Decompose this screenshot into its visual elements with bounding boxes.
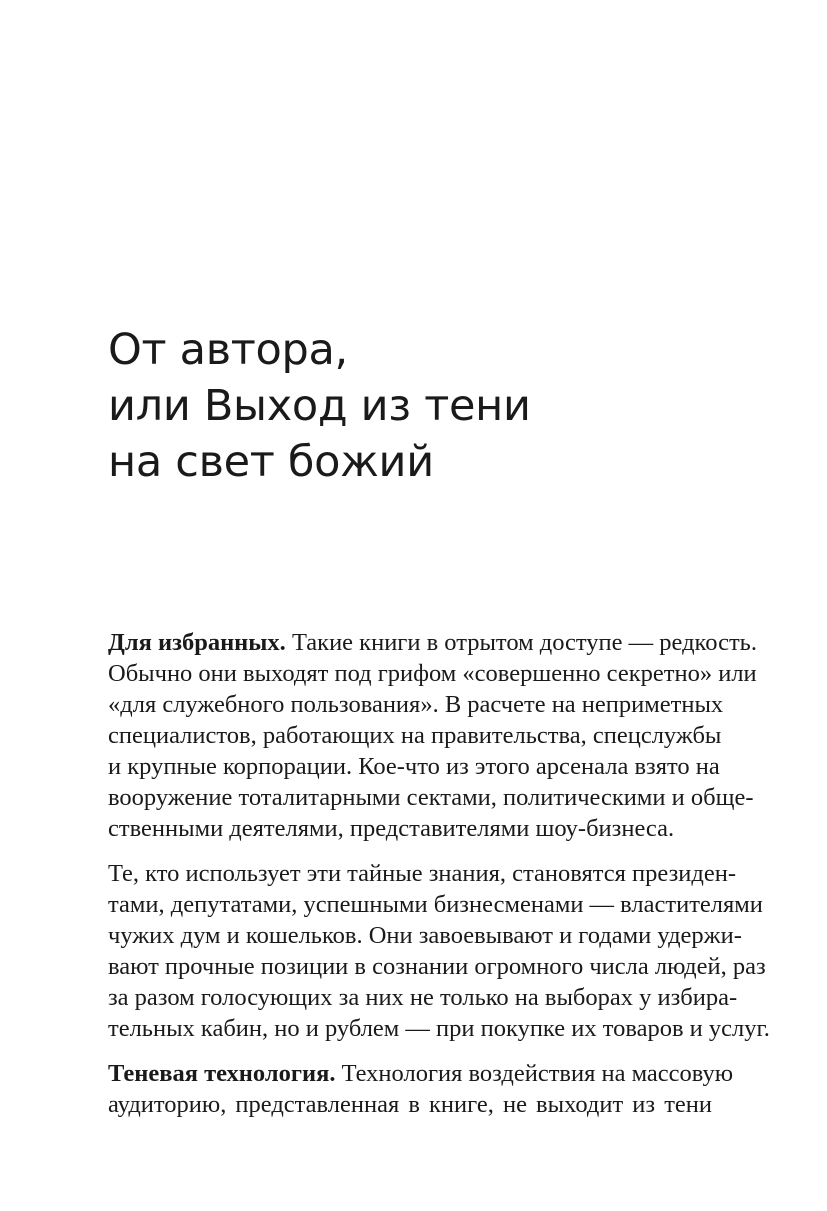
text-line: тами, депутатами, успешными бизнесменами — властителями bbox=[108, 891, 763, 918]
text-line-rest: Такие книги в отрытом доступе — редкость. bbox=[285, 629, 757, 656]
chapter-title-line: или Выход из тени bbox=[108, 381, 531, 431]
text-line bbox=[108, 1058, 734, 1089]
text-line: вооружение тоталитарными сектами, политическими и обще- bbox=[108, 784, 754, 811]
text-line: специалистов, работающих на правительства, спецслужбы bbox=[108, 722, 722, 749]
text-line: чужих дум и кошельков. Они завоевывают и годами удержи- bbox=[108, 922, 742, 949]
text-line bbox=[108, 627, 757, 658]
chapter-title bbox=[108, 322, 531, 490]
paragraph-lead-in: Для избранных. bbox=[108, 629, 286, 656]
text-line: за разом голосующих за них не только на выборах у избира- bbox=[108, 984, 738, 1011]
text-line: ственными деятелями, представителями шоу-бизнеса. bbox=[108, 815, 675, 842]
text-line: тельных кабин, но и рублем — при покупке их товаров и услуг. bbox=[108, 1015, 770, 1042]
paragraph-shadow-technology bbox=[108, 1058, 734, 1120]
chapter-title-line: на свет божий bbox=[108, 437, 434, 487]
paragraph-lead-in: Теневая технология. bbox=[108, 1060, 336, 1087]
text-line: Обычно они выходят под грифом «совершенно секретно» или bbox=[108, 660, 757, 687]
text-line: «для служебного пользования». В расчете на неприметных bbox=[108, 691, 724, 718]
text-line: и крупные корпорации. Кое-что из этого арсенала взято на bbox=[108, 753, 720, 780]
text-line: вают прочные позиции в сознании огромного числа людей, раз bbox=[108, 953, 766, 980]
text-line: аудиторию, представленная в книге, не выходит из тени bbox=[108, 1091, 712, 1118]
paragraph-for-the-chosen bbox=[108, 627, 757, 844]
text-line: Те, кто использует эти тайные знания, становятся президен- bbox=[108, 860, 736, 887]
body-text bbox=[108, 627, 770, 1120]
text-line-rest: Технология воздействия на массовую bbox=[335, 1060, 734, 1087]
paragraph-secret-knowledge bbox=[108, 858, 770, 1044]
chapter-title-line: От автора, bbox=[108, 325, 348, 375]
